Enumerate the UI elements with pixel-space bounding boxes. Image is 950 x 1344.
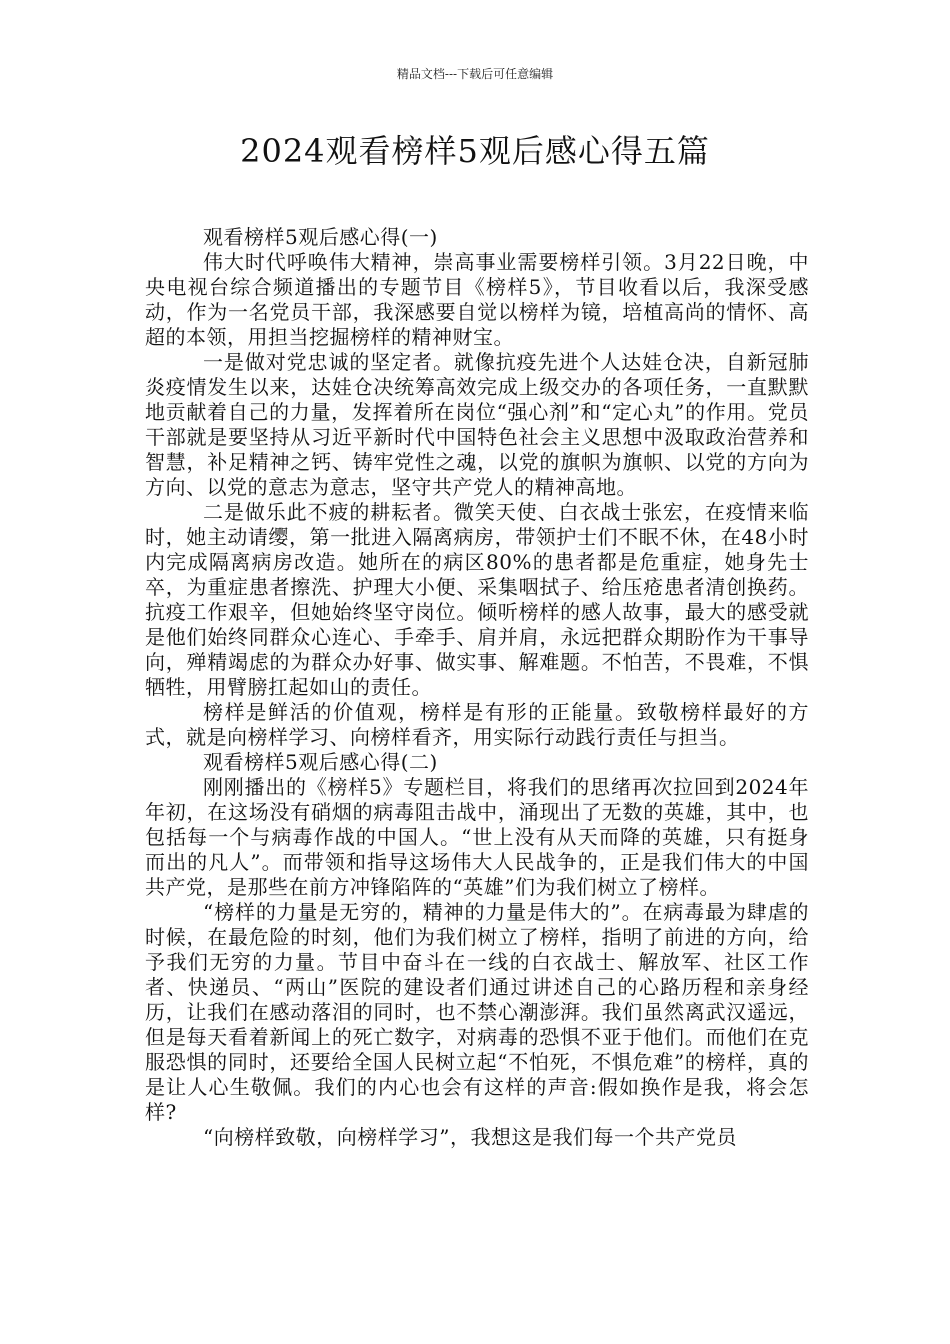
paragraph-point-one: 一是做对党忠诚的坚定者。就像抗疫先进个人达娃仓决，自新冠肺炎疫情发生以来，达娃仓决统筹高效完成上级交办的各项任务，一直默默地贡献着自己的力量，发挥着所在岗位“强心剂”和“定心丸”的作用。党员干部就是要坚持从习近平新时代中国特色社会主义思想中汲取政治营养和智慧，补足精神之钙、铸牢党性之魂，以党的旗帜为旗帜、以党的方向为方向、以党的意志为意志，坚守共产党人的精神高地。: [145, 350, 809, 499]
document-title: 2024观看榜样5观后感心得五篇: [240, 132, 710, 170]
section-heading-two: 观看榜样5观后感心得(二): [203, 750, 438, 774]
document-body: [145, 225, 809, 1150]
paragraph-conclusion-one: 榜样是鲜活的价值观，榜样是有形的正能量。致敬榜样最好的方式，就是向榜样学习、向榜样看齐，用实际行动践行责任与担当。: [145, 700, 809, 749]
paragraph-section-two-intro: 刚刚播出的《榜样5》专题栏目，将我们的思绪再次拉回到2024年年初，在这场没有硝烟的病毒阻击战中，涌现出了无数的英雄，其中，也包括每一个与病毒作战的中国人。“世上没有从天而降的英雄，只有挺身而出的凡人”。而带领和指导这场伟大人民战争的，正是我们伟大的中国共产党，是那些在前方冲锋陷阵的“英雄”们为我们树立了榜样。: [145, 775, 809, 899]
paragraph-intro: 伟大时代呼唤伟大精神，崇高事业需要榜样引领。3月22日晚，中央电视台综合频道播出的专题节目《榜样5》，节目收看以后，我深受感动，作为一名党员干部，我深感要自觉以榜样为镜，培植高尚的情怀、高超的本领，用担当挖掘榜样的精神财宝。: [145, 250, 809, 349]
section-heading-one: 观看榜样5观后感心得(一): [203, 225, 438, 249]
paragraph-point-two: 二是做乐此不疲的耕耘者。微笑天使、白衣战士张宏，在疫情来临时，她主动请缨，第一批进入隔离病房，带领护士们不眠不休，在48小时内完成隔离病房改造。她所在的病区80%的患者都是危重症，她身先士卒，为重症患者擦洗、护理大小便、采集咽拭子、给压疮患者清创换药。抗疫工作艰辛，但她始终坚守岗位。倾听榜样的感人故事，最大的感受就是他们始终同群众心连心、手牵手、肩并肩，永远把群众期盼作为干事导向，殚精竭虑的为群众办好事、做实事、解难题。不怕苦，不畏难，不惧牺牲，用臂膀扛起如山的责任。: [145, 500, 809, 699]
paragraph-section-two-body: “榜样的力量是无穷的，精神的力量是伟大的”。在病毒最为肆虐的时候，在最危险的时刻，他们为我们树立了榜样，指明了前进的方向，给予我们无穷的力量。节目中奋斗在一线的白衣战士、解放军、社区工作者、快递员、“两山”医院的建设者们通过讲述自己的心路历程和亲身经历，让我们在感动落泪的同时，也不禁心潮澎湃。我们虽然离武汉遥远，但是每天看着新闻上的死亡数字，对病毒的恐惧不亚于他们。而他们在克服恐惧的同时，还要给全国人民树立起“不怕死，不惧危难”的榜样，真的是让人心生敬佩。我们的内心也会有这样的声音:假如换作是我，将会怎样?: [145, 900, 809, 1124]
page-header-note: 精品文档---下载后可任意编辑: [396, 67, 554, 81]
paragraph-section-two-closing: “向榜样致敬，向榜样学习”，我想这是我们每一个共产党员: [203, 1125, 737, 1149]
